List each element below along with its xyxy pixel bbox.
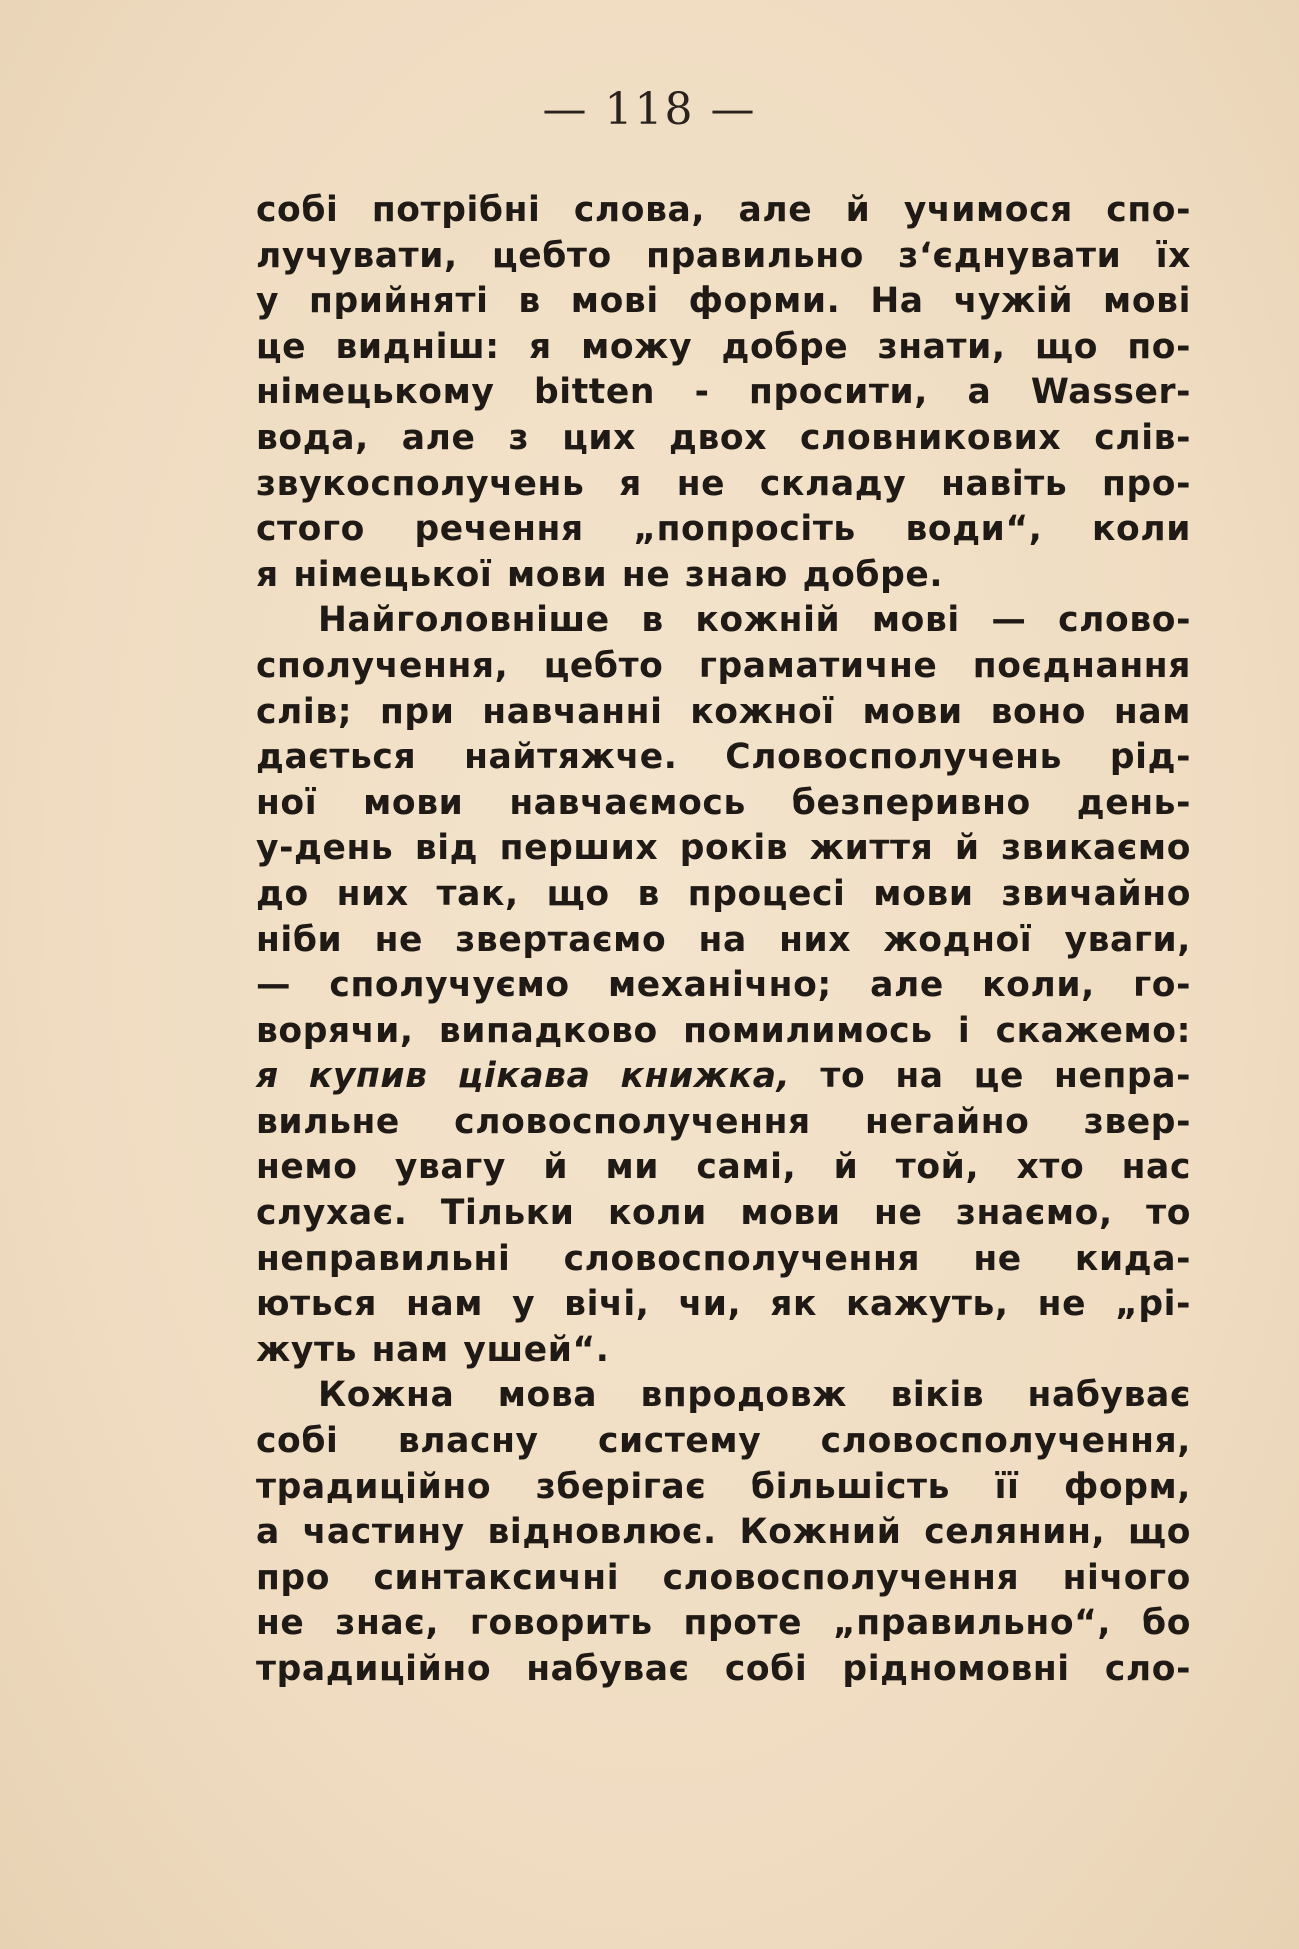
text-line: собі потрібні слова, але й учимося спо- bbox=[256, 190, 1191, 230]
text-line: традиційно набуває собі рідномовні сло- bbox=[256, 1649, 1191, 1689]
text-line: стого речення „попросіть води“, коли bbox=[256, 509, 1191, 550]
text-line: це видніш: я можу добре знати, що по- bbox=[256, 326, 1191, 367]
text-line: лучувати, цебто правильно з‘єднувати їх bbox=[256, 235, 1191, 276]
text-line: у-день від перших років життя й звикаємо bbox=[256, 828, 1191, 869]
text-line: не знає, говорить проте „правильно“, бо bbox=[256, 1603, 1191, 1644]
text-line: дається найтяжче. Словосполучень рід- bbox=[256, 737, 1191, 778]
text-line: ворячи, випадково помилимось і скажемо: bbox=[256, 1010, 1191, 1051]
text-line: жуть нам ушей“. bbox=[256, 1329, 610, 1370]
page-body-text bbox=[256, 188, 1191, 1693]
text-line: собі власну систему словосполучення, bbox=[256, 1421, 1191, 1462]
text-line: ються нам у вічі, чи, як кажуть, не „рі- bbox=[256, 1284, 1191, 1325]
text-line: Найголовніше в кожній мові — слово- bbox=[318, 600, 1191, 641]
italic-example-phrase: я купив цікава книжка, bbox=[256, 1056, 791, 1097]
text-line: неправильні словосполучення не кида- bbox=[256, 1238, 1191, 1279]
text-line bbox=[256, 1054, 1191, 1100]
page-number: — 118 — bbox=[542, 84, 757, 135]
text-line: немо увагу й ми самі, й той, хто нас bbox=[256, 1147, 1191, 1188]
text-line: вильне словосполучення негайно звер- bbox=[256, 1101, 1191, 1142]
text-line: слів; при навчанні кожної мови воно нам bbox=[256, 691, 1191, 732]
text-line: я німецької мови не знаю добре. bbox=[256, 554, 944, 595]
text-line: — сполучуємо механічно; але коли, го- bbox=[256, 965, 1191, 1006]
text-line: про синтаксичні словосполучення нічого bbox=[256, 1557, 1191, 1598]
text-line: а частину відновлює. Кожний селянин, що bbox=[256, 1512, 1191, 1553]
line-text: то на це непра- bbox=[790, 1056, 1191, 1097]
text-line: вода, але з цих двох словникових слів- bbox=[256, 417, 1191, 458]
text-line: звукосполучень я не складу навіть про- bbox=[256, 463, 1191, 504]
text-line: у прийняті в мові форми. На чужій мові bbox=[256, 281, 1191, 322]
text-line: традиційно зберігає більшість її форм, bbox=[256, 1466, 1191, 1507]
text-line: Кожна мова впродовж віків набуває bbox=[318, 1375, 1191, 1416]
text-line: слухає. Тільки коли мови не знаємо, то bbox=[256, 1193, 1191, 1234]
text-line: до них так, що в процесі мови звичайно bbox=[256, 873, 1191, 914]
text-line: ної мови навчаємось безперивно день- bbox=[256, 782, 1191, 823]
text-line: ніби не звертаємо на них жодної уваги, bbox=[256, 919, 1191, 960]
text-line: німецькому bitten - просити, а Wasser- bbox=[256, 372, 1191, 413]
text-line: сполучення, цебто граматичне поєднання bbox=[256, 645, 1191, 686]
